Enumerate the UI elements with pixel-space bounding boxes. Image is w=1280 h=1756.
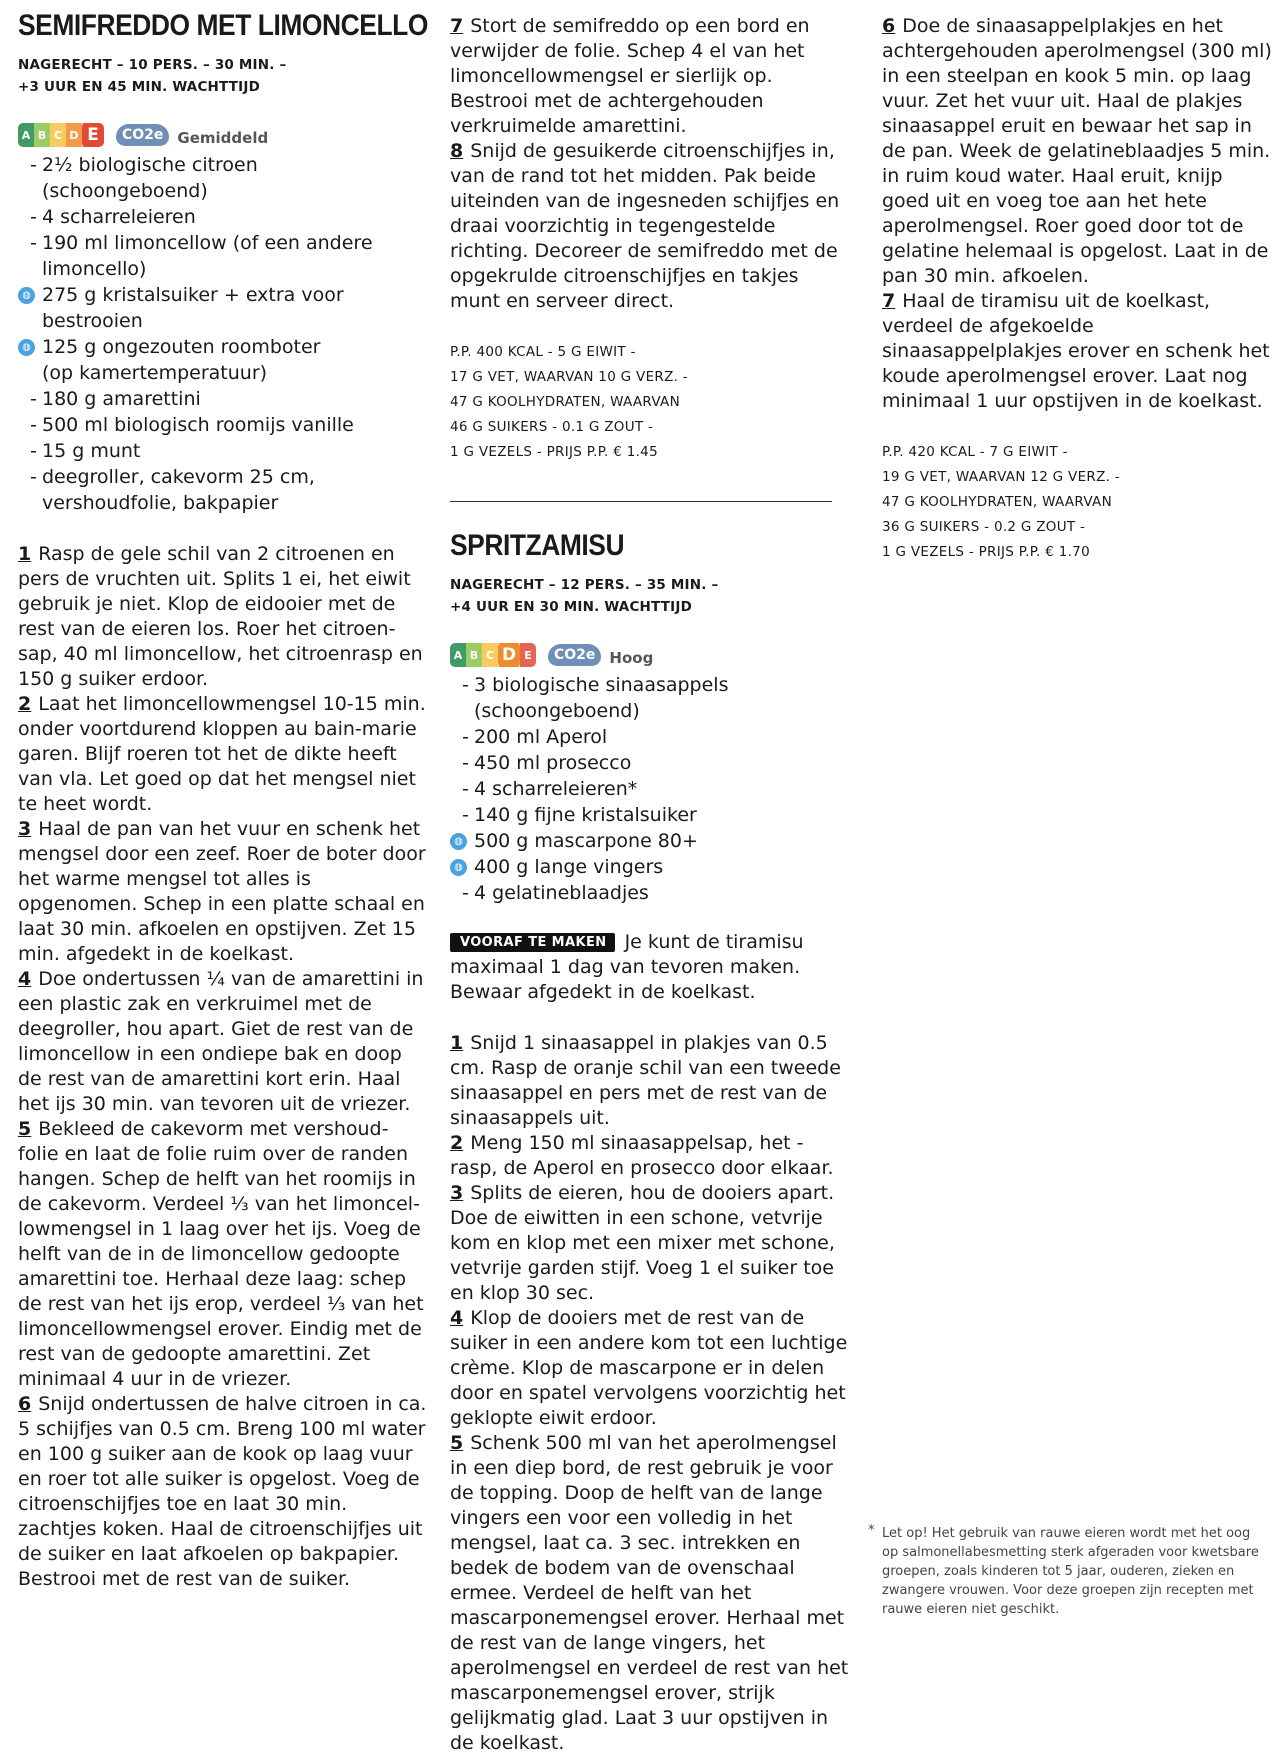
- make-ahead-tag: VOORAF TE MAKEN: [450, 933, 615, 952]
- ingredient-text: 500 ml biologisch roomijs vanille: [42, 414, 354, 436]
- ingredient-text: 140 g fijne kristalsuiker: [474, 804, 697, 826]
- step-number: 2: [450, 1132, 464, 1154]
- step-number: 1: [450, 1032, 464, 1054]
- ingredient-item: [30, 412, 428, 438]
- sustainable-leaf-icon: ◍: [18, 287, 35, 304]
- step-number: 2: [18, 693, 32, 715]
- recipe-step: [450, 1306, 850, 1431]
- ingredient-item: [30, 204, 428, 230]
- recipe-step: [450, 1431, 850, 1756]
- ingredient-text: 450 ml prosecco: [474, 752, 632, 774]
- co2-cloud-icon: CO2e: [116, 124, 169, 146]
- dash-bullet: -: [30, 232, 37, 254]
- step-number: 4: [18, 968, 32, 990]
- nutrition-line: 47 G KOOLHYDRATEN, WAARVAN: [450, 394, 680, 410]
- recipe-step: [450, 139, 850, 314]
- nutrition-line: 47 G KOOLHYDRATEN, WAARVAN: [882, 494, 1112, 510]
- ingredient-text: 190 ml limoncellow (of een andere: [42, 232, 373, 254]
- step-number: 7: [882, 290, 896, 312]
- nutri-score-b: B: [34, 123, 50, 147]
- step-text: Schenk 500 ml van het aperolmengsel in een diep bord, de rest gebruik je voor de topping. Doop de helft van de lange vingers een voor een volledig in het mengsel, laat ca. 3 sec. intrekken en bedek de bodem van de ovenschaal ermee. Verdeel de helft van het mascarponemengsel erover. Herhaal met de rest van de lange vingers, het aperolmengsel en verdeel de rest van het mascarponemengsel erover, strijk gelijkmatig glad. Laat 3 uur opstijven in de koelkast.: [450, 1432, 849, 1754]
- ingredient-item: [462, 802, 850, 828]
- ingredient-text: 400 g lange vingers: [474, 856, 664, 878]
- step-number: 3: [450, 1182, 464, 1204]
- nutri-score-c: C: [482, 643, 498, 667]
- recipe-meta: NAGERECHT – 12 PERS. – 35 MIN. – +4 UUR EN 30 MIN. WACHTTIJD: [450, 577, 719, 615]
- recipe-step: [18, 967, 428, 1117]
- step-number: 7: [450, 15, 464, 37]
- ingredient-text: 500 g mascarpone 80+: [474, 830, 698, 852]
- step-number: 5: [450, 1432, 464, 1454]
- dash-bullet: -: [462, 804, 469, 826]
- ingredient-item: [454, 854, 850, 880]
- step-text: Laat het limoncellowmengsel 10-15 min. onder voortdurend kloppen au bain-marie garen. Blijf roeren tot het de dikte heeft van vla. Let goed op dat het mengsel niet te heet wordt.: [18, 693, 426, 815]
- ingredient-text: 200 ml Aperol: [474, 726, 608, 748]
- dash-bullet: -: [30, 388, 37, 410]
- make-ahead-text: Je kunt de tiramisu maximaal 1 dag van tevoren maken. Bewaar afgedekt in de koelkast.: [450, 931, 804, 1003]
- ingredient-text: 15 g munt: [42, 440, 141, 462]
- ingredient-item: [462, 724, 850, 750]
- ingredient-list: [450, 672, 850, 906]
- sustainable-leaf-icon: ◍: [450, 833, 467, 850]
- step-list-continued: [882, 14, 1272, 414]
- nutri-score-b: B: [466, 643, 482, 667]
- nutrition-line: P.P. 420 KCAL - 7 G EIWIT -: [882, 444, 1068, 460]
- nutrition-info: [882, 440, 1272, 565]
- dash-bullet: -: [462, 752, 469, 774]
- recipe-title: SEMIFREDDO MET LIMONCELLO: [18, 9, 428, 42]
- nutrition-line: 46 G SUIKERS - 0.1 G ZOUT -: [450, 419, 654, 435]
- nutrition-info: [450, 340, 850, 465]
- step-text: Snijd 1 sinaasappel in plakjes van 0.5 cm. Rasp de oranje schil van een tweede sinaasappel en pers met de rest van de sinaasappels uit.: [450, 1032, 841, 1129]
- ingredient-text: 125 g ongezouten roomboter: [42, 336, 321, 358]
- step-text: Rasp de gele schil van 2 citroenen en pers de vruchten uit. Splits 1 ei, het eiwit gebruik je niet. Klop de eidooier met de rest van de eieren los. Roer het citroen-sap, 40 ml limoncellow, het citroenrasp en 150 g suiker erdoor.: [18, 543, 423, 690]
- make-ahead-tip: [450, 930, 850, 1005]
- dash-bullet: -: [30, 206, 37, 228]
- ingredient-item: [462, 776, 850, 802]
- sustainable-leaf-icon: ◍: [18, 339, 35, 356]
- recipe-step: [882, 14, 1272, 289]
- step-text: Meng 150 ml sinaasappelsap, het -rasp, de Aperol en prosecco door elkaar.: [450, 1132, 834, 1179]
- ingredient-text: (schoongeboend): [474, 700, 640, 722]
- nutri-score-a: A: [18, 123, 34, 147]
- ingredient-text: vershoudfolie, bakpapier: [42, 492, 279, 514]
- nutri-score-e: E: [520, 643, 536, 667]
- recipe-title: SPRITZAMISU: [450, 529, 625, 562]
- ingredient-text: (op kamertemperatuur): [42, 362, 268, 384]
- recipe-step: [882, 289, 1272, 414]
- sustainable-leaf-icon: ◍: [450, 859, 467, 876]
- recipe-badges: [450, 640, 850, 670]
- step-number: 4: [450, 1307, 464, 1329]
- ingredient-item: [30, 490, 428, 516]
- column-right: [882, 0, 1272, 565]
- step-number: 6: [882, 15, 896, 37]
- step-text: Haal de pan van het vuur en schenk het mengsel door een zeef. Roer de boter door het warme mengsel tot alles is opgenomen. Schep in een platte schaal en laat 30 min. afkoelen en opstijven. Zet 15 min. afgedekt in de koelkast.: [18, 818, 426, 965]
- footnote: [870, 1524, 1270, 1619]
- nutri-score-c: C: [50, 123, 66, 147]
- step-text: Bekleed de cakevorm met vershoud-folie en laat de folie ruim over de randen hangen. Schep de helft van het roomijs in de cakevorm. Verdeel ⅓ van het limoncel-lowmengsel in 1 laag over het ijs. Voeg de helft van de in de limoncellow gedoopte amarettini toe. Herhaal deze laag: schep de rest van het ijs erop, verdeel ⅓ van het limoncellowmengsel erover. Eindig met de rest van de gedoopte amarettini. Zet minimaal 4 uur in de vriezer.: [18, 1118, 424, 1390]
- ingredient-text: 3 biologische sinaasappels: [474, 674, 729, 696]
- nutri-score-d: D: [498, 643, 520, 667]
- step-list: [18, 542, 428, 1592]
- divider: [450, 501, 832, 502]
- dash-bullet: -: [462, 674, 469, 696]
- ingredient-item: [30, 360, 428, 386]
- recipe-step: [450, 1131, 850, 1181]
- step-text: Snijd ondertussen de halve citroen in ca. 5 schijfjes van 0.5 cm. Breng 100 ml water en 100 g suiker aan de kook op laag vuur en roer tot alle suiker is opgelost. Voeg de citroenschijfjes toe en laat 30 min. zachtjes koken. Haal de citroenschijfjes uit de suiker en laat afkoelen op bakpapier. Bestrooi met de rest van de suiker.: [18, 1393, 427, 1590]
- nutri-score-a: A: [450, 643, 466, 667]
- dash-bullet: -: [30, 414, 37, 436]
- dash-bullet: -: [462, 726, 469, 748]
- nutrition-line: 17 G VET, WAARVAN 10 G VERZ. -: [450, 369, 688, 385]
- recipe-step: [18, 692, 428, 817]
- column-middle: [450, 0, 850, 1756]
- ingredient-item: [462, 750, 850, 776]
- recipe-semifreddo: [18, 0, 428, 1592]
- recipe-step: [450, 1031, 850, 1131]
- dash-bullet: -: [30, 466, 37, 488]
- step-text: Stort de semifreddo op een bord en verwijder de folie. Schep 4 el van het limoncellowmengsel er sierlijk op. Bestrooi met de achtergehouden verkruimelde amarettini.: [450, 15, 810, 137]
- ingredient-item: [462, 880, 850, 906]
- step-text: Splits de eieren, hou de dooiers apart. Doe de eiwitten in een schone, vetvrije kom en klop met een mixer met schone, vetvrije garden stijf. Voeg 1 el suiker toe en klop 30 sec.: [450, 1182, 835, 1304]
- nutrition-line: 1 G VEZELS - PRIJS P.P. € 1.45: [450, 444, 658, 460]
- nutri-score-icon: [18, 123, 104, 147]
- recipe-badges: [18, 120, 428, 150]
- recipe-step: [450, 1181, 850, 1306]
- ingredient-text: 275 g kristalsuiker + extra voor bestrooien: [42, 284, 344, 332]
- nutrition-line: 1 G VEZELS - PRIJS P.P. € 1.70: [882, 544, 1090, 560]
- recipe-step: [18, 1117, 428, 1392]
- step-text: Doe ondertussen ¼ van de amarettini in een plastic zak en verkruimel met de deegroller, hou apart. Giet de rest van de limoncellow in een ondiepe bak en doop de rest van de amarettini kort erin. Haal het ijs 30 min. van tevoren uit de vriezer.: [18, 968, 424, 1115]
- co2-level: Gemiddeld: [177, 129, 269, 147]
- ingredient-item: [462, 672, 850, 698]
- nutrition-line: 36 G SUIKERS - 0.2 G ZOUT -: [882, 519, 1086, 535]
- ingredient-text: 2½ biologische citroen (schoongeboend): [42, 154, 258, 202]
- nutri-score-e: E: [82, 123, 104, 147]
- ingredient-text: 4 scharreleieren: [42, 206, 196, 228]
- recipe-meta: NAGERECHT – 10 PERS. – 30 MIN. – +3 UUR EN 45 MIN. WACHTTIJD: [18, 57, 287, 95]
- step-list: [450, 1031, 850, 1756]
- ingredient-text: deegroller, cakevorm 25 cm,: [42, 466, 315, 488]
- co2-level: Hoog: [609, 649, 654, 667]
- step-number: 1: [18, 543, 32, 565]
- nutrition-line: P.P. 400 KCAL - 5 G EIWIT -: [450, 344, 636, 360]
- ingredient-item: [22, 334, 428, 360]
- step-number: 8: [450, 140, 464, 162]
- nutri-score-d: D: [66, 123, 82, 147]
- dash-bullet: -: [30, 440, 37, 462]
- dash-bullet: -: [462, 882, 469, 904]
- ingredient-item: [454, 828, 850, 854]
- step-text: Haal de tiramisu uit de koelkast, verdeel de afgekoelde sinaasappelplakjes erover en schenk het koude aperolmengsel erover. Laat nog minimaal 1 uur opstijven in de koelkast.: [882, 290, 1270, 412]
- recipe-step: [18, 542, 428, 692]
- step-text: Snijd de gesuikerde citroenschijfjes in, van de rand tot het midden. Pak beide uiteinden van de ingesneden schijfjes en draai voorzichtig in tegengestelde richting. Decoreer de semifreddo met de opgekrulde citroenschijfjes en takjes munt en serveer direct.: [450, 140, 840, 312]
- ingredient-item: [30, 438, 428, 464]
- dash-bullet: -: [30, 154, 37, 176]
- footnote-star: *: [868, 1523, 875, 1538]
- nutrition-line: 19 G VET, WAARVAN 12 G VERZ. -: [882, 469, 1120, 485]
- ingredient-list: [18, 152, 428, 516]
- ingredient-item: [30, 386, 428, 412]
- step-text: Klop de dooiers met de rest van de suiker in een andere kom tot een luchtige crème. Klop de mascarpone er in delen door en spatel vervolgens voorzichtig het geklopte eiwit erdoor.: [450, 1307, 848, 1429]
- ingredient-item: [30, 464, 428, 490]
- ingredient-item: [462, 698, 850, 724]
- ingredient-item: [30, 230, 428, 256]
- ingredient-item: [30, 256, 428, 282]
- ingredient-text: limoncello): [42, 258, 147, 280]
- dash-bullet: -: [462, 778, 469, 800]
- ingredient-item: [22, 282, 428, 334]
- recipe-step: [450, 14, 850, 139]
- ingredient-text: 4 scharreleieren*: [474, 778, 638, 800]
- recipe-step: [18, 1392, 428, 1592]
- ingredient-text: 180 g amarettini: [42, 388, 201, 410]
- step-number: 5: [18, 1118, 32, 1140]
- recipe-step: [18, 817, 428, 967]
- step-text: Doe de sinaasappelplakjes en het achtergehouden aperolmengsel (300 ml) in een steelpan en kook 5 min. op laag vuur. Zet het vuur uit. Haal de plakjes sinaasappel eruit en bewaar het sap in de pan. Week de gelatineblaadjes 5 min. in ruim koud water. Haal eruit, knijp goed uit en voeg toe aan het hete aperolmengsel. Roer goed door tot de gelatine helemaal is opgelost. Laat in de pan 30 min. afkoelen.: [882, 15, 1272, 287]
- step-list-continued: [450, 14, 850, 314]
- ingredient-text: 4 gelatineblaadjes: [474, 882, 649, 904]
- step-number: 3: [18, 818, 32, 840]
- footnote-text: Let op! Het gebruik van rauwe eieren wordt met het oog op salmonellabesmetting sterk afgeraden voor kwetsbare groepen, zoals kinderen tot 5 jaar, ouderen, zieken en zwangere vrouwen. Voor deze groepen zijn recepten met rauwe eieren niet geschikt.: [882, 1526, 1259, 1617]
- ingredient-item: [30, 152, 428, 204]
- co2-cloud-icon: CO2e: [548, 644, 601, 666]
- nutri-score-icon: [450, 643, 536, 667]
- step-number: 6: [18, 1393, 32, 1415]
